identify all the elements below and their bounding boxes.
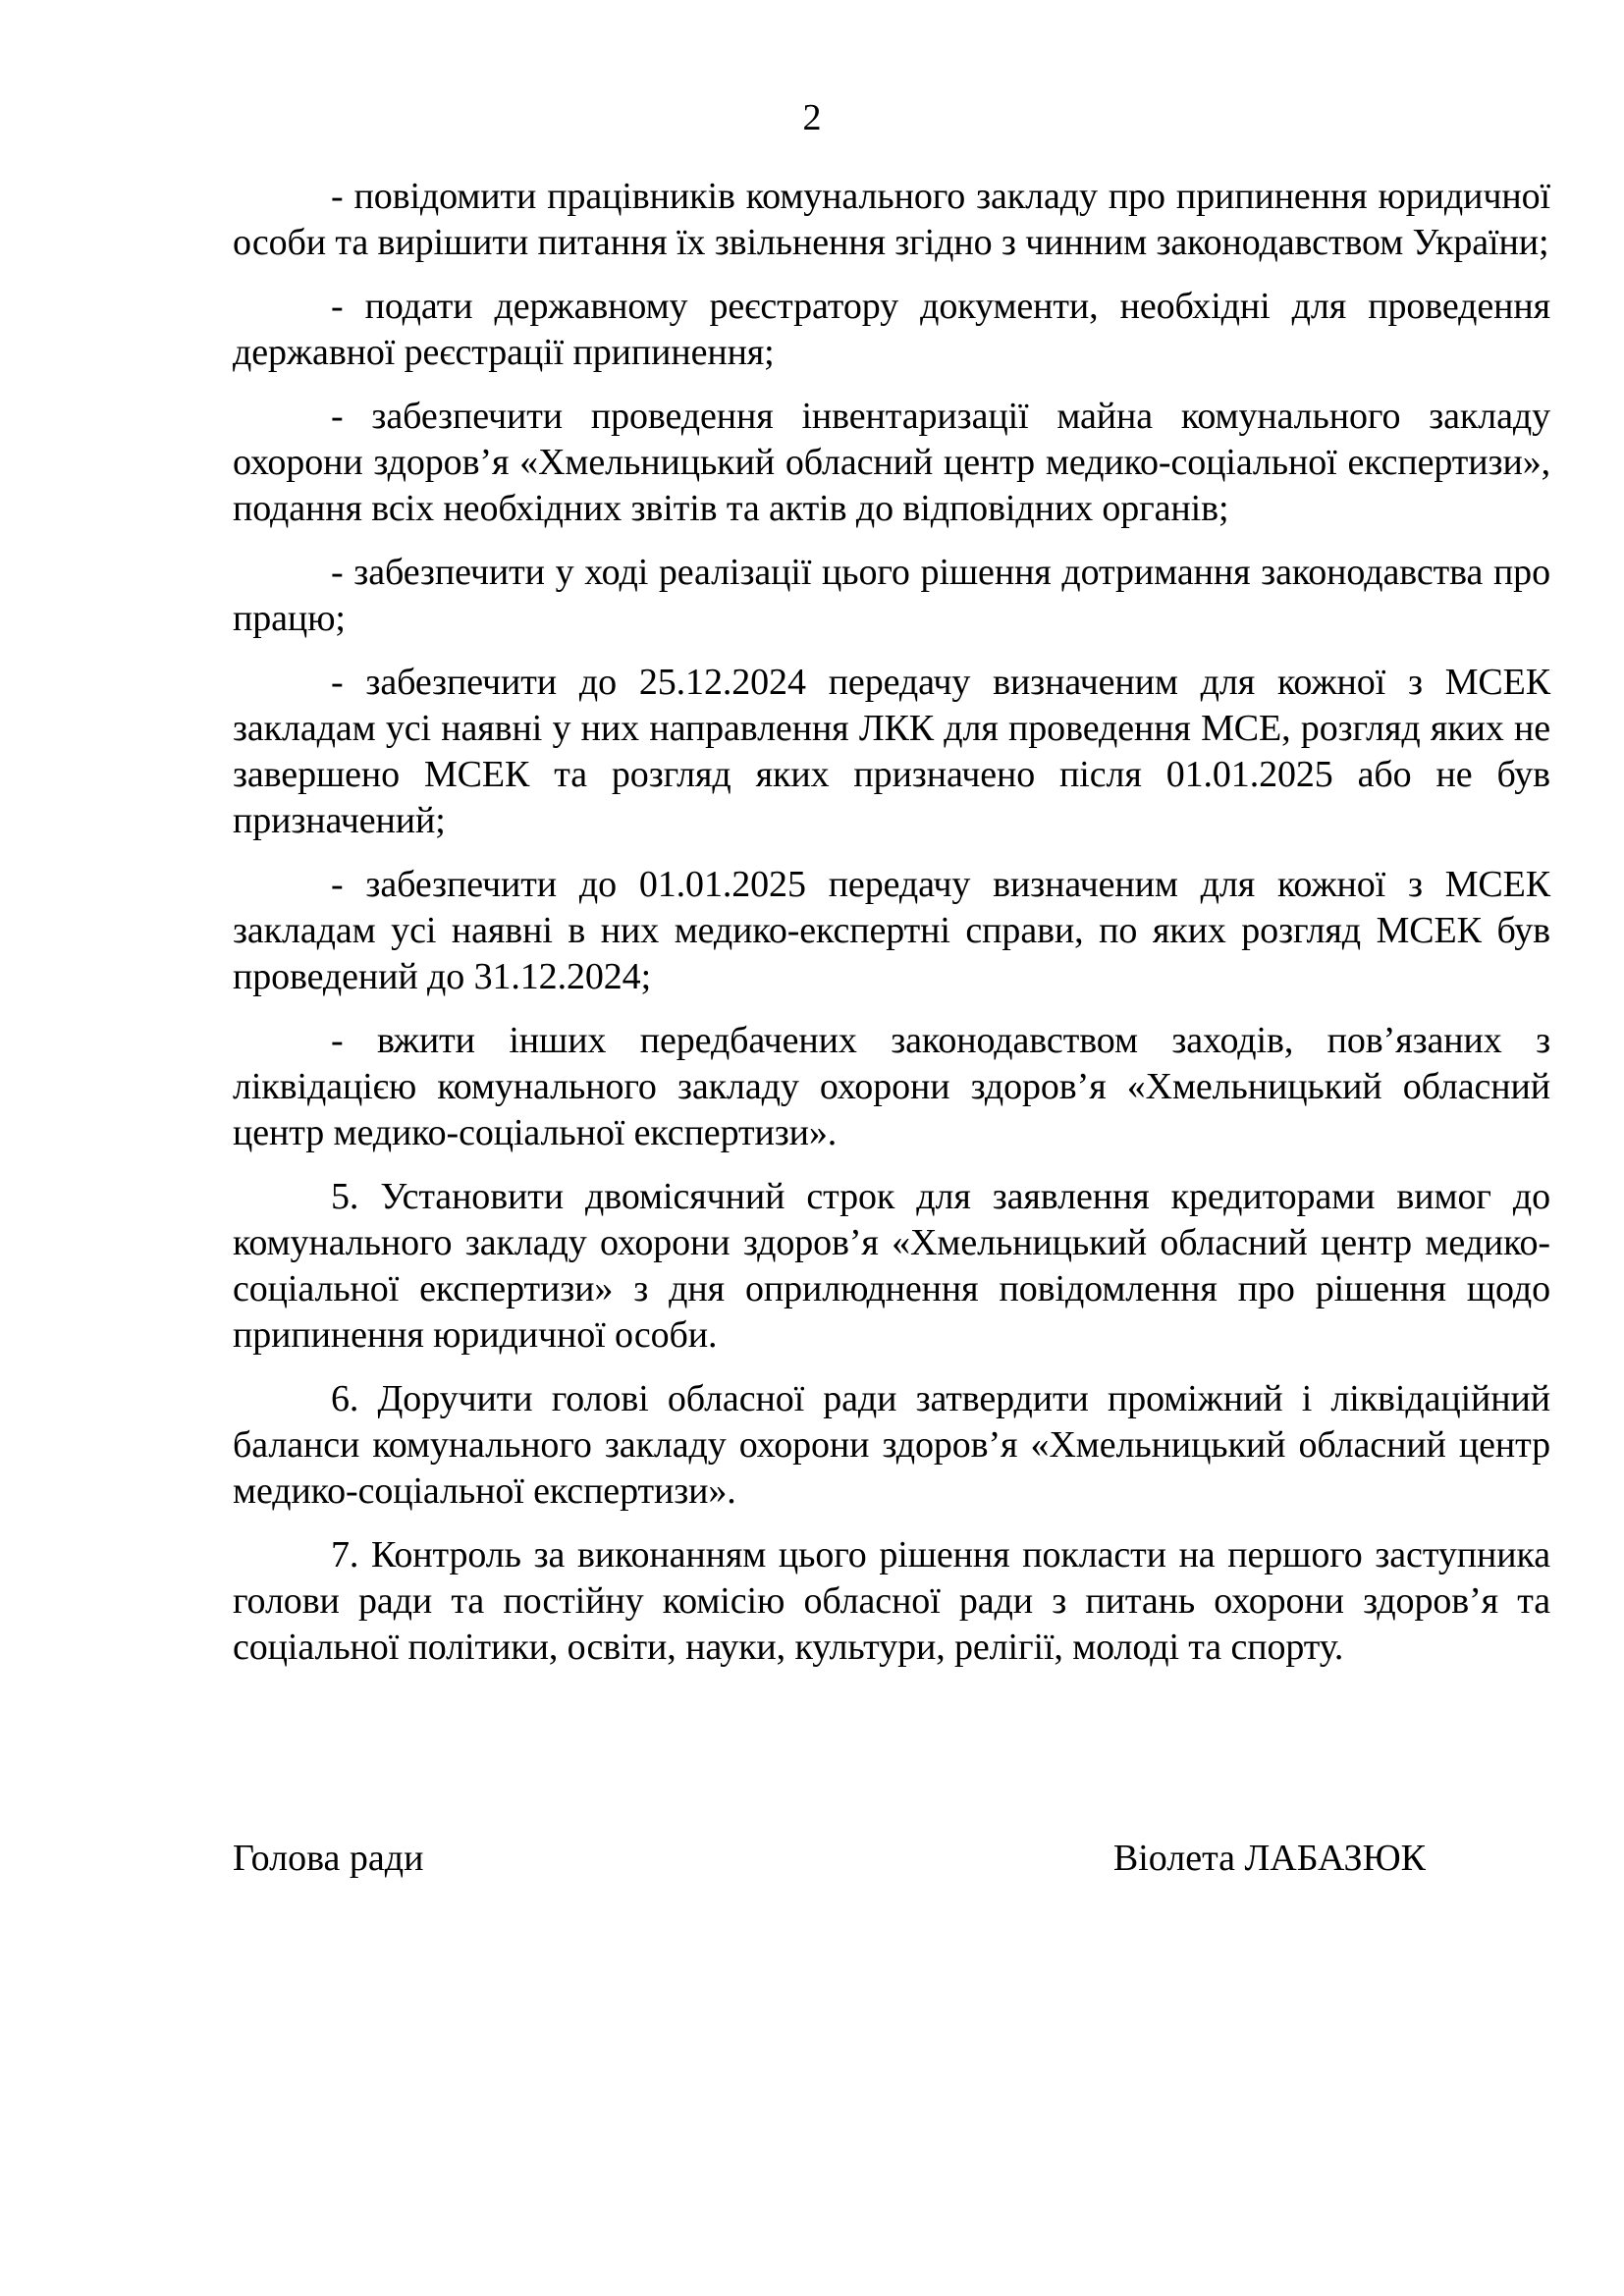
- paragraph-other-measures: - вжити інших передбачених законодавством заходів, пов’язаних з ліквідацією комунального закладу охорони здоров’я «Хмельницький обласний центр медико-соціальної експертизи».: [233, 1020, 1550, 1153]
- paragraph-item-6: 6. Доручити голові обласної ради затвердити проміжний і ліквідаційний баланси комунального закладу охорони здоров’я «Хмельницький обласний центр медико-соціальної експертизи».: [233, 1378, 1550, 1512]
- paragraph-submit-documents: - подати державному реєстратору документи, необхідні для проведення державної реєстрації припинення;: [233, 286, 1550, 373]
- paragraph-item-7: 7. Контроль за виконанням цього рішення покласти на першого заступника голови ради та постійну комісію обласної ради з питань охорони здоров’я та соціальної політики, освіти, науки, культури, релігії, молоді та спорту.: [233, 1534, 1550, 1668]
- signatory-position: Голова ради: [233, 1838, 424, 1879]
- paragraph-labor-law: - забезпечити у ході реалізації цього рішення дотримання законодавства про працю;: [233, 552, 1550, 639]
- document-body: [233, 174, 1550, 1688]
- paragraph-notify-employees: - повідомити працівників комунального закладу про припинення юридичної особи та вирішити питання їх звільнення згідно з чинним законодавством України;: [233, 176, 1550, 263]
- paragraph-inventory: - забезпечити проведення інвентаризації майна комунального закладу охорони здоров’я «Хмельницький обласний центр медико-соціальної експертизи», подання всіх необхідних звітів та актів до відповідних органів;: [233, 396, 1550, 529]
- paragraph-item-5: 5. Установити двомісячний строк для заявлення кредиторами вимог до комунального закладу охорони здоров’я «Хмельницький обласний центр медико-соціальної експертизи» з дня оприлюднення повідомлення про рішення щодо припинення юридичної особи.: [233, 1176, 1550, 1356]
- signatory-name: Віолета ЛАБАЗЮК: [1112, 1838, 1426, 1879]
- paragraph-lkk-referrals: - забезпечити до 25.12.2024 передачу визначеним для кожної з МСЕК закладам усі наявні у них направлення ЛКК для проведення МСЕ, розгляд яких не завершено МСЕК та розгляд яких призначено після 01.01.2025 або не був призначений;: [233, 662, 1550, 841]
- paragraph-expert-files: - забезпечити до 01.01.2025 передачу визначеним для кожної з МСЕК закладам усі наявні в них медико-експертні справи, по яких розгляд МСЕК був проведений до 31.12.2024;: [233, 864, 1550, 997]
- page-number: 2: [802, 97, 822, 138]
